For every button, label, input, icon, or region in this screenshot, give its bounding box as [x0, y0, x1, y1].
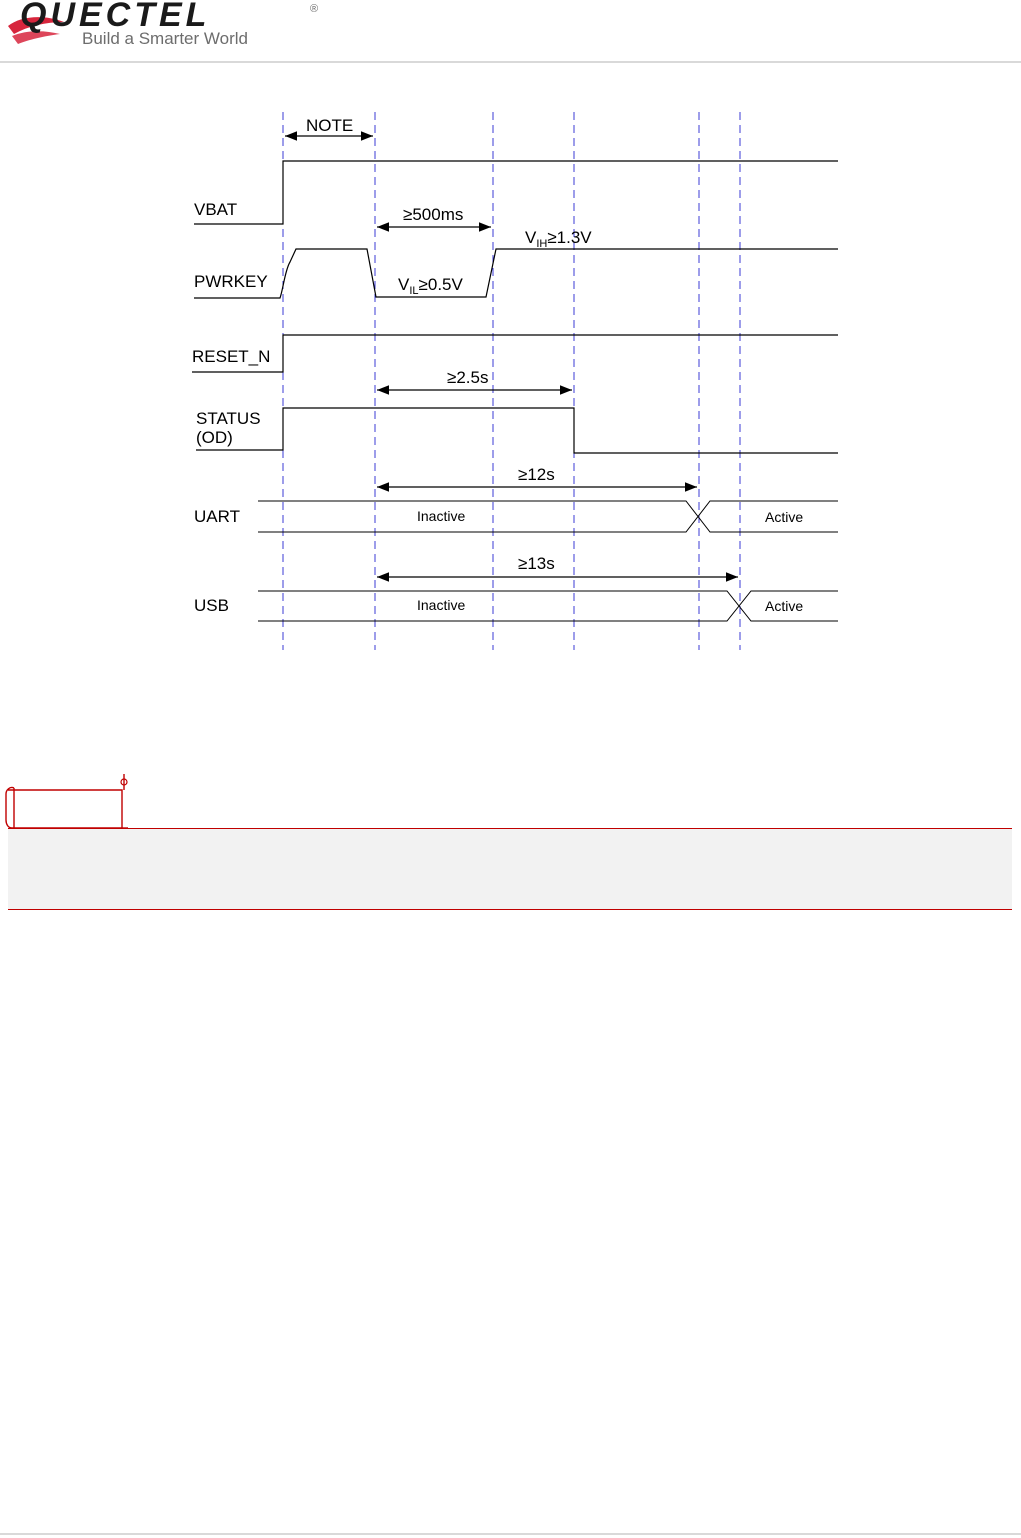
pwrkey-waveform: [194, 249, 838, 298]
t12s-label: ≥12s: [518, 465, 555, 484]
footer-divider: [0, 1533, 1021, 1535]
reset-n-label: RESET_N: [192, 347, 271, 366]
logo-wordmark: QUECTEL: [20, 0, 211, 34]
uart-label: UART: [194, 507, 240, 526]
uart-waveform: [258, 501, 838, 532]
vbat-waveform: [194, 161, 838, 224]
t500ms-label: ≥500ms: [403, 205, 464, 224]
registered-mark: ®: [310, 3, 319, 15]
usb-waveform: [258, 591, 838, 621]
logo-tagline: Build a Smarter World: [82, 29, 248, 48]
status-waveform: [196, 408, 838, 453]
status-label-line1: STATUS: [196, 409, 261, 428]
usb-label: USB: [194, 596, 229, 615]
reset-n-waveform: [192, 335, 838, 372]
status-label-line2: (OD): [196, 428, 233, 447]
note-box: [8, 828, 1012, 910]
uart-inactive-label: Inactive: [417, 508, 466, 524]
note-label: NOTE: [306, 116, 354, 135]
vbat-label: VBAT: [194, 200, 238, 219]
t13s-label: ≥13s: [518, 554, 555, 573]
pwrkey-label: PWRKEY: [194, 272, 268, 291]
t2-5s-label: ≥2.5s: [447, 368, 489, 387]
power-on-timing-diagram: [0, 0, 1021, 700]
usb-inactive-label: Inactive: [417, 597, 466, 613]
vil-label: $V_{IL}\ge 0.5V$: [398, 275, 463, 297]
guide-lines: [283, 112, 740, 650]
usb-active-label: Active: [765, 598, 804, 614]
uart-active-label: Active: [765, 509, 804, 525]
vih-label: $V_{IH}\ge 1.3V$: [525, 228, 592, 250]
